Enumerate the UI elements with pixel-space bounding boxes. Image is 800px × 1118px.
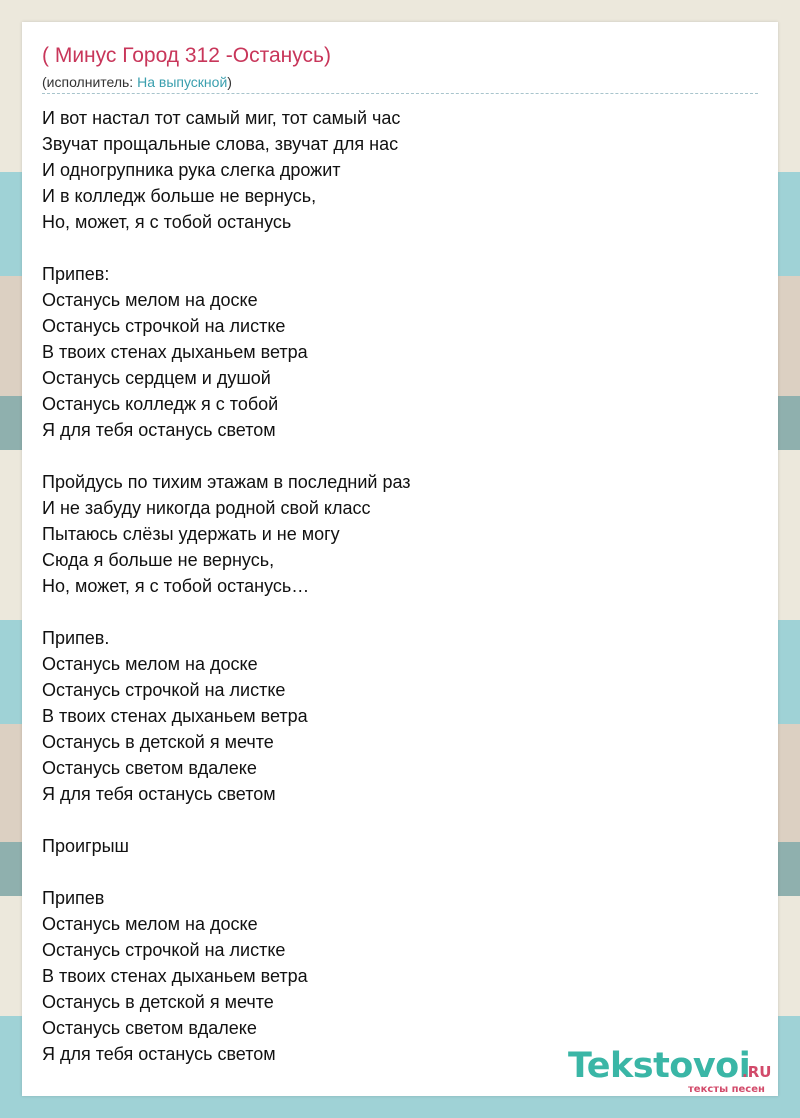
song-title: ( Минус Город 312 -Останусь) — [42, 44, 331, 67]
header-divider — [42, 93, 758, 94]
lyric-line: Я для тебя останусь светом — [42, 420, 276, 440]
lyric-line: Проигрыш — [42, 836, 129, 856]
blank-line — [42, 235, 758, 261]
lyrics-card — [22, 22, 778, 1096]
lyric-line: И одногрупника рука слегка дрожит — [42, 160, 341, 180]
lyric-line: Пройдусь по тихим этажам в последний раз — [42, 472, 411, 492]
lyric-line: Останусь строчкой на листке — [42, 940, 286, 960]
lyric-line: Останусь строчкой на листке — [42, 316, 286, 336]
lyric-line: И не забуду никогда родной свой класс — [42, 498, 371, 518]
lyric-line: Припев — [42, 888, 105, 908]
lyric-line: И в колледж больше не вернусь, — [42, 186, 317, 206]
lyric-line: Останусь сердцем и душой — [42, 368, 271, 388]
blank-line — [42, 443, 758, 469]
artist-link[interactable]: На выпускной — [137, 74, 228, 90]
lyric-line: Пытаюсь слёзы удержать и не могу — [42, 524, 340, 544]
lyric-line: В твоих стенах дыханьем ветра — [42, 706, 308, 726]
artist-prefix: (исполнитель: — [42, 74, 138, 90]
lyric-line: Но, может, я с тобой останусь — [42, 212, 292, 232]
lyric-line: Звучат прощальные слова, звучат для нас — [42, 134, 399, 154]
lyric-line: Я для тебя останусь светом — [42, 784, 276, 804]
lyric-line: Останусь светом вдалеке — [42, 758, 257, 778]
lyric-line: В твоих стенах дыханьем ветра — [42, 342, 308, 362]
logo-wordmark: Tekstovoi — [568, 1046, 751, 1086]
artist-suffix: ) — [227, 74, 232, 90]
lyric-line: Останусь мелом на доске — [42, 654, 258, 674]
lyric-line: Останусь в детской я мечте — [42, 732, 274, 752]
lyric-line: Останусь мелом на доске — [42, 290, 258, 310]
artist-line — [42, 74, 232, 90]
blank-line — [42, 807, 758, 833]
lyric-line: Останусь в детской я мечте — [42, 992, 274, 1012]
lyrics-body — [42, 105, 758, 1067]
lyric-line: Сюда я больше не вернусь, — [42, 550, 275, 570]
lyric-line: Останусь строчкой на листке — [42, 680, 286, 700]
blank-line — [42, 599, 758, 625]
logo-tld: .RU — [742, 1063, 772, 1081]
lyric-line: Останусь колледж я с тобой — [42, 394, 279, 414]
blank-line — [42, 859, 758, 885]
lyric-line: И вот настал тот самый миг, тот самый час — [42, 108, 401, 128]
logo-tagline: тексты песен — [688, 1084, 765, 1095]
lyric-line: Припев: — [42, 264, 110, 284]
lyric-line: Но, может, я с тобой останусь… — [42, 576, 310, 596]
site-logo[interactable] — [568, 1046, 773, 1096]
lyric-line: Останусь мелом на доске — [42, 914, 258, 934]
lyric-line: Останусь светом вдалеке — [42, 1018, 257, 1038]
lyric-line: Я для тебя останусь светом — [42, 1044, 276, 1064]
lyric-line: В твоих стенах дыханьем ветра — [42, 966, 308, 986]
lyric-line: Припев. — [42, 628, 110, 648]
